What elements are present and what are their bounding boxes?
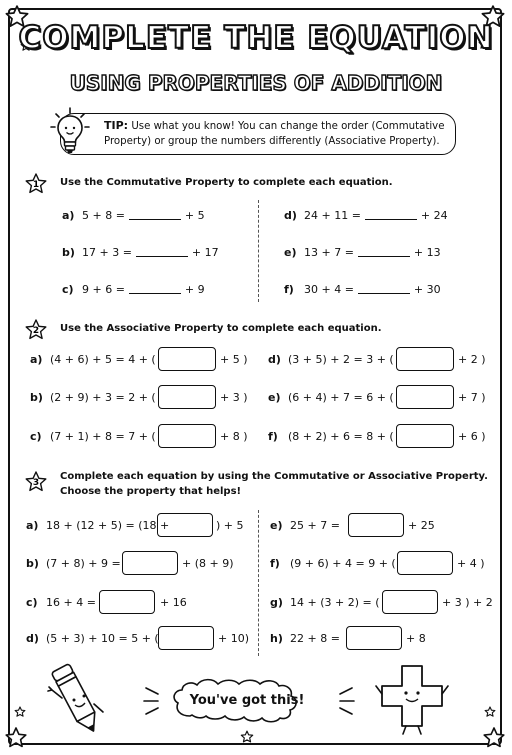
s1-eq-a: a) 5 + 8 = + 5 (62, 209, 205, 222)
s1-eq-e: e) 13 + 7 = + 13 (284, 246, 441, 259)
section-3-number: 3 (32, 478, 40, 488)
answer-box[interactable] (397, 551, 453, 575)
answer-blank[interactable] (129, 218, 181, 220)
lightbulb-icon (48, 106, 92, 158)
answer-box[interactable] (122, 551, 178, 575)
s3-eq-g-rhs: + 3 ) + 2 (442, 596, 493, 609)
s3-eq-b: b) (7 + 8) + 9 = (26, 557, 121, 570)
s1-eq-c: c) 9 + 6 = + 9 (62, 283, 205, 296)
s2-eq-b-rhs: + 3 ) (220, 391, 248, 404)
s2-eq-c-rhs: + 8 ) (220, 430, 248, 443)
star-icon-bottom-right-small (484, 706, 496, 718)
answer-blank[interactable] (358, 292, 410, 294)
page-subtitle: USING PROPERTIES OF ADDITION (69, 71, 443, 95)
s1-eq-b: b) 17 + 3 = + 17 (62, 246, 219, 259)
page-title: COMPLETE THE EQUATION (18, 20, 494, 56)
s3-eq-a: a) 18 + (12 + 5) = (18 + (26, 519, 170, 532)
section-3-instruction-1: Complete each equation by using the Commutative or Associative Property. (60, 471, 488, 482)
s2-eq-e: e) (6 + 4) + 7 = 6 + ( (268, 391, 394, 404)
s2-eq-a: a) (4 + 6) + 5 = 4 + ( (30, 353, 156, 366)
answer-box[interactable] (99, 590, 155, 614)
s3-eq-a-rhs: ) + 5 (216, 519, 244, 532)
answer-blank[interactable] (136, 255, 188, 257)
answer-box[interactable] (158, 347, 216, 371)
section-1-star-icon (24, 172, 48, 196)
s3-eq-g: g) 14 + (3 + 2) = ( (270, 596, 380, 609)
answer-blank[interactable] (129, 292, 181, 294)
s3-eq-h: h) 22 + 8 = (270, 632, 340, 645)
s3-eq-h-rhs: + 8 (406, 632, 426, 645)
answer-box[interactable] (157, 513, 213, 537)
tip-label: TIP: (104, 119, 129, 132)
encouragement-message: You've got this! (189, 693, 305, 708)
tip-text (104, 118, 449, 149)
answer-box[interactable] (396, 424, 454, 448)
answer-box[interactable] (396, 385, 454, 409)
answer-blank[interactable] (365, 218, 417, 220)
s3-eq-f-rhs: + 4 ) (457, 557, 485, 570)
s2-eq-f-rhs: + 6 ) (458, 430, 486, 443)
s2-eq-b: b) (2 + 9) + 3 = 2 + ( (30, 391, 156, 404)
section-2-instruction: Use the Associative Property to complete each equation. (60, 323, 382, 334)
sparkle-lines-right-icon (330, 684, 356, 718)
s2-eq-a-rhs: + 5 ) (220, 353, 248, 366)
s2-eq-c: c) (7 + 1) + 8 = 7 + ( (30, 430, 156, 443)
star-icon-bottom-left (4, 726, 28, 750)
s1-eq-d: d) 24 + 11 = + 24 (284, 209, 448, 222)
s2-eq-f: f) (8 + 2) + 6 = 8 + ( (268, 430, 394, 443)
s3-eq-e: e) 25 + 7 = (270, 519, 340, 532)
s3-eq-d-rhs: + 10) (218, 632, 250, 645)
answer-box[interactable] (158, 385, 216, 409)
answer-box[interactable] (348, 513, 404, 537)
answer-box[interactable] (346, 626, 402, 650)
pencil-character-icon (42, 660, 112, 740)
s3-eq-c-rhs: + 16 (160, 596, 187, 609)
answer-box[interactable] (158, 424, 216, 448)
plus-character-icon (372, 660, 452, 740)
section-2-number: 2 (32, 326, 40, 336)
section-3-star-icon (24, 470, 48, 494)
s2-eq-d: d) (3 + 5) + 2 = 3 + ( (268, 353, 394, 366)
s2-eq-d-rhs: + 2 ) (458, 353, 486, 366)
s3-eq-f: f) (9 + 6) + 4 = 9 + ( (270, 557, 396, 570)
section-3-divider (258, 510, 259, 656)
star-icon-bottom-right (482, 726, 506, 750)
s3-eq-e-rhs: + 25 (408, 519, 435, 532)
s3-eq-c: c) 16 + 4 = (26, 596, 96, 609)
s3-eq-d: d) (5 + 3) + 10 = 5 + ( (26, 632, 159, 645)
s1-eq-f: f) 30 + 4 = + 30 (284, 283, 441, 296)
answer-blank[interactable] (358, 255, 410, 257)
section-1-divider (258, 200, 259, 302)
star-icon-bottom-left-small (14, 706, 26, 718)
star-icon-bottom-center (240, 730, 254, 744)
answer-box[interactable] (382, 590, 438, 614)
section-3-instruction-2: Choose the property that helps! (60, 486, 242, 497)
answer-box[interactable] (396, 347, 454, 371)
sparkle-lines-left-icon (142, 684, 168, 718)
section-1-number: 1 (32, 180, 40, 190)
tip-body: Use what you know! You can change the order (Commutative Property) or group the numbers differently (Associative Property). (104, 121, 445, 147)
section-2-star-icon (24, 318, 48, 342)
section-1-instruction: Use the Commutative Property to complete each equation. (60, 177, 393, 188)
answer-box[interactable] (158, 626, 214, 650)
s3-eq-b-rhs: + (8 + 9) (182, 557, 234, 570)
s2-eq-e-rhs: + 7 ) (458, 391, 486, 404)
